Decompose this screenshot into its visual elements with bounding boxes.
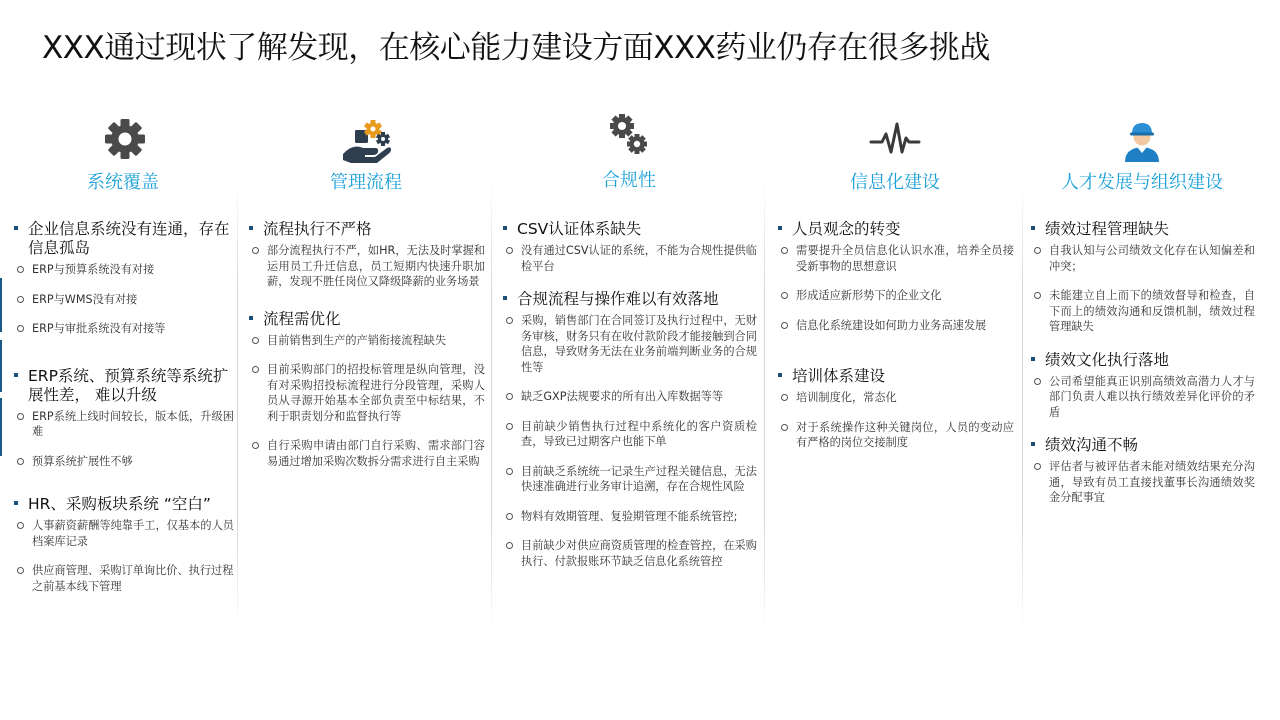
item-list [501,313,757,569]
column-label: 系统覆盖 [87,172,159,193]
challenge-section [776,367,1014,451]
section-title: 合规流程与操作难以有效落地 [501,290,757,309]
cogs-icon [602,108,656,162]
column-divider [1022,180,1023,632]
item-list [12,262,234,337]
column-label: 信息化建设 [850,172,940,193]
page-title: XXX通过现状了解发现，在核心能力建设方面XXX药业仍存在很多挑战 [42,30,990,66]
column-divider [237,180,238,632]
challenge-section [1029,436,1255,506]
challenge-section [247,220,485,290]
section-title: 培训体系建设 [776,367,1014,386]
item-list [776,243,1014,333]
list-item: 缺乏GXP法规要求的所有出入库数据等等 [501,389,757,405]
column-header [501,108,757,208]
section-title: ERP系统、预算系统等系统扩展性差， 难以升级 [12,367,234,405]
section-title: 流程执行不严格 [247,220,485,239]
item-list [1029,459,1255,506]
list-item: 供应商管理、采购订单询比价、执行过程之前基本线下管理 [12,563,234,594]
list-item: 没有通过CSV认证的系统，不能为合规性提供临检平台 [501,243,757,274]
list-item: 形成适应新形势下的企业文化 [776,288,1014,304]
column-content [12,220,234,610]
challenge-section [501,290,757,569]
section-title: 绩效文化执行落地 [1029,351,1255,370]
list-item: 公司希望能真正识别高绩效高潜力人才与部门负责人难以执行绩效差异化评价的矛盾 [1029,374,1255,421]
column-label: 人才发展与组织建设 [1061,172,1223,193]
edge-accent-bar [0,278,2,332]
column-header [1029,108,1255,208]
column-divider [491,180,492,632]
edge-accent-bar [0,398,2,456]
column-content [776,220,1014,467]
edge-accent-bar [0,340,2,392]
challenge-section [776,220,1014,333]
item-list [12,518,234,594]
list-item: ERP系统上线时间较长，版本低，升级困难 [12,409,234,440]
list-item: 对于系统操作这种关键岗位，人员的变动应有严格的岗位交接制度 [776,420,1014,451]
challenge-section [12,220,234,337]
section-title: 企业信息系统没有连通，存在信息孤岛 [12,220,234,258]
item-list [776,390,1014,451]
column-label: 管理流程 [330,172,402,193]
gear-icon [98,112,152,166]
list-item: ERP与预算系统没有对接 [12,262,234,278]
section-title: 绩效沟通不畅 [1029,436,1255,455]
challenge-section [1029,351,1255,421]
challenge-section [501,220,757,274]
list-item: 信息化系统建设如何助力业务高速发展 [776,318,1014,334]
pulse-icon [868,112,922,166]
list-item: 预算系统扩展性不够 [12,454,234,470]
list-item: 目前采购部门的招投标管理是纵向管理，没有对采购招投标流程进行分段管理，采购人员从寻源开始基本全部负责至中标结果，不利于职责划分和监督执行等 [247,362,485,424]
list-item: 需要提升全员信息化认识水准，培养全员接受新事物的思想意识 [776,243,1014,274]
list-item: 部分流程执行不严，如HR，无法及时掌握和运用员工升迁信息，员工短期内快速升职加薪，发现不胜任岗位又降级降薪的业务场景 [247,243,485,290]
item-list [1029,243,1255,335]
column-divider [764,180,765,632]
list-item: 目前缺乏系统统一记录生产过程关键信息，无法快速准确进行业务审计追溯，存在合规性风险 [501,464,757,495]
list-item: 目前销售到生产的产销衔接流程缺失 [247,333,485,349]
item-list [247,243,485,290]
column-content [247,220,485,485]
list-item: 自行采购申请由部门自行采购、需求部门容易通过增加采购次数拆分需求进行自主采购 [247,438,485,469]
list-item: ERP与WMS没有对接 [12,292,234,308]
list-item: 目前缺少销售执行过程中系统化的客户资质检查，导致已过期客户也能下单 [501,419,757,450]
column-header [12,108,234,208]
list-item: 未能建立自上而下的绩效督导和检查，自下而上的绩效沟通和反馈机制，绩效过程管理缺失 [1029,288,1255,335]
column-header [776,108,1014,208]
list-item: 目前缺少对供应商资质管理的检查管控，在采购执行、付款报账环节缺乏信息化系统管控 [501,538,757,569]
list-item: ERP与审批系统没有对接等 [12,321,234,337]
section-title: CSV认证体系缺失 [501,220,757,239]
list-item: 人事薪资薪酬等纯靠手工，仅基本的人员档案库记录 [12,518,234,549]
list-item: 培训制度化，常态化 [776,390,1014,406]
list-item: 评估者与被评估者未能对绩效结果充分沟通，导致有员工直接找董事长沟通绩效奖金分配事宜 [1029,459,1255,506]
challenge-section [1029,220,1255,335]
challenge-section [12,495,234,594]
list-item: 物料有效期管理、复验期管理不能系统管控; [501,509,757,525]
worker-icon [1115,112,1169,166]
column-header [247,108,485,208]
column-content [1029,220,1255,522]
item-list [12,409,234,470]
challenge-section [247,310,485,470]
item-list [1029,374,1255,421]
column-label: 合规性 [602,170,656,191]
column-content [501,220,757,585]
challenge-section [12,367,234,470]
item-list [247,333,485,470]
section-title: 流程需优化 [247,310,485,329]
section-title: 人员观念的转变 [776,220,1014,239]
section-title: HR、采购板块系统 “空白” [12,495,234,514]
hand-gears-icon [339,112,393,166]
list-item: 自我认知与公司绩效文化存在认知偏差和冲突； [1029,243,1255,274]
section-title: 绩效过程管理缺失 [1029,220,1255,239]
list-item: 采购，销售部门在合同签订及执行过程中，无财务审核，财务只有在收付款阶段才能接触到合同信息，导致财务无法在业务前端判断业务的合规性等 [501,313,757,375]
item-list [501,243,757,274]
